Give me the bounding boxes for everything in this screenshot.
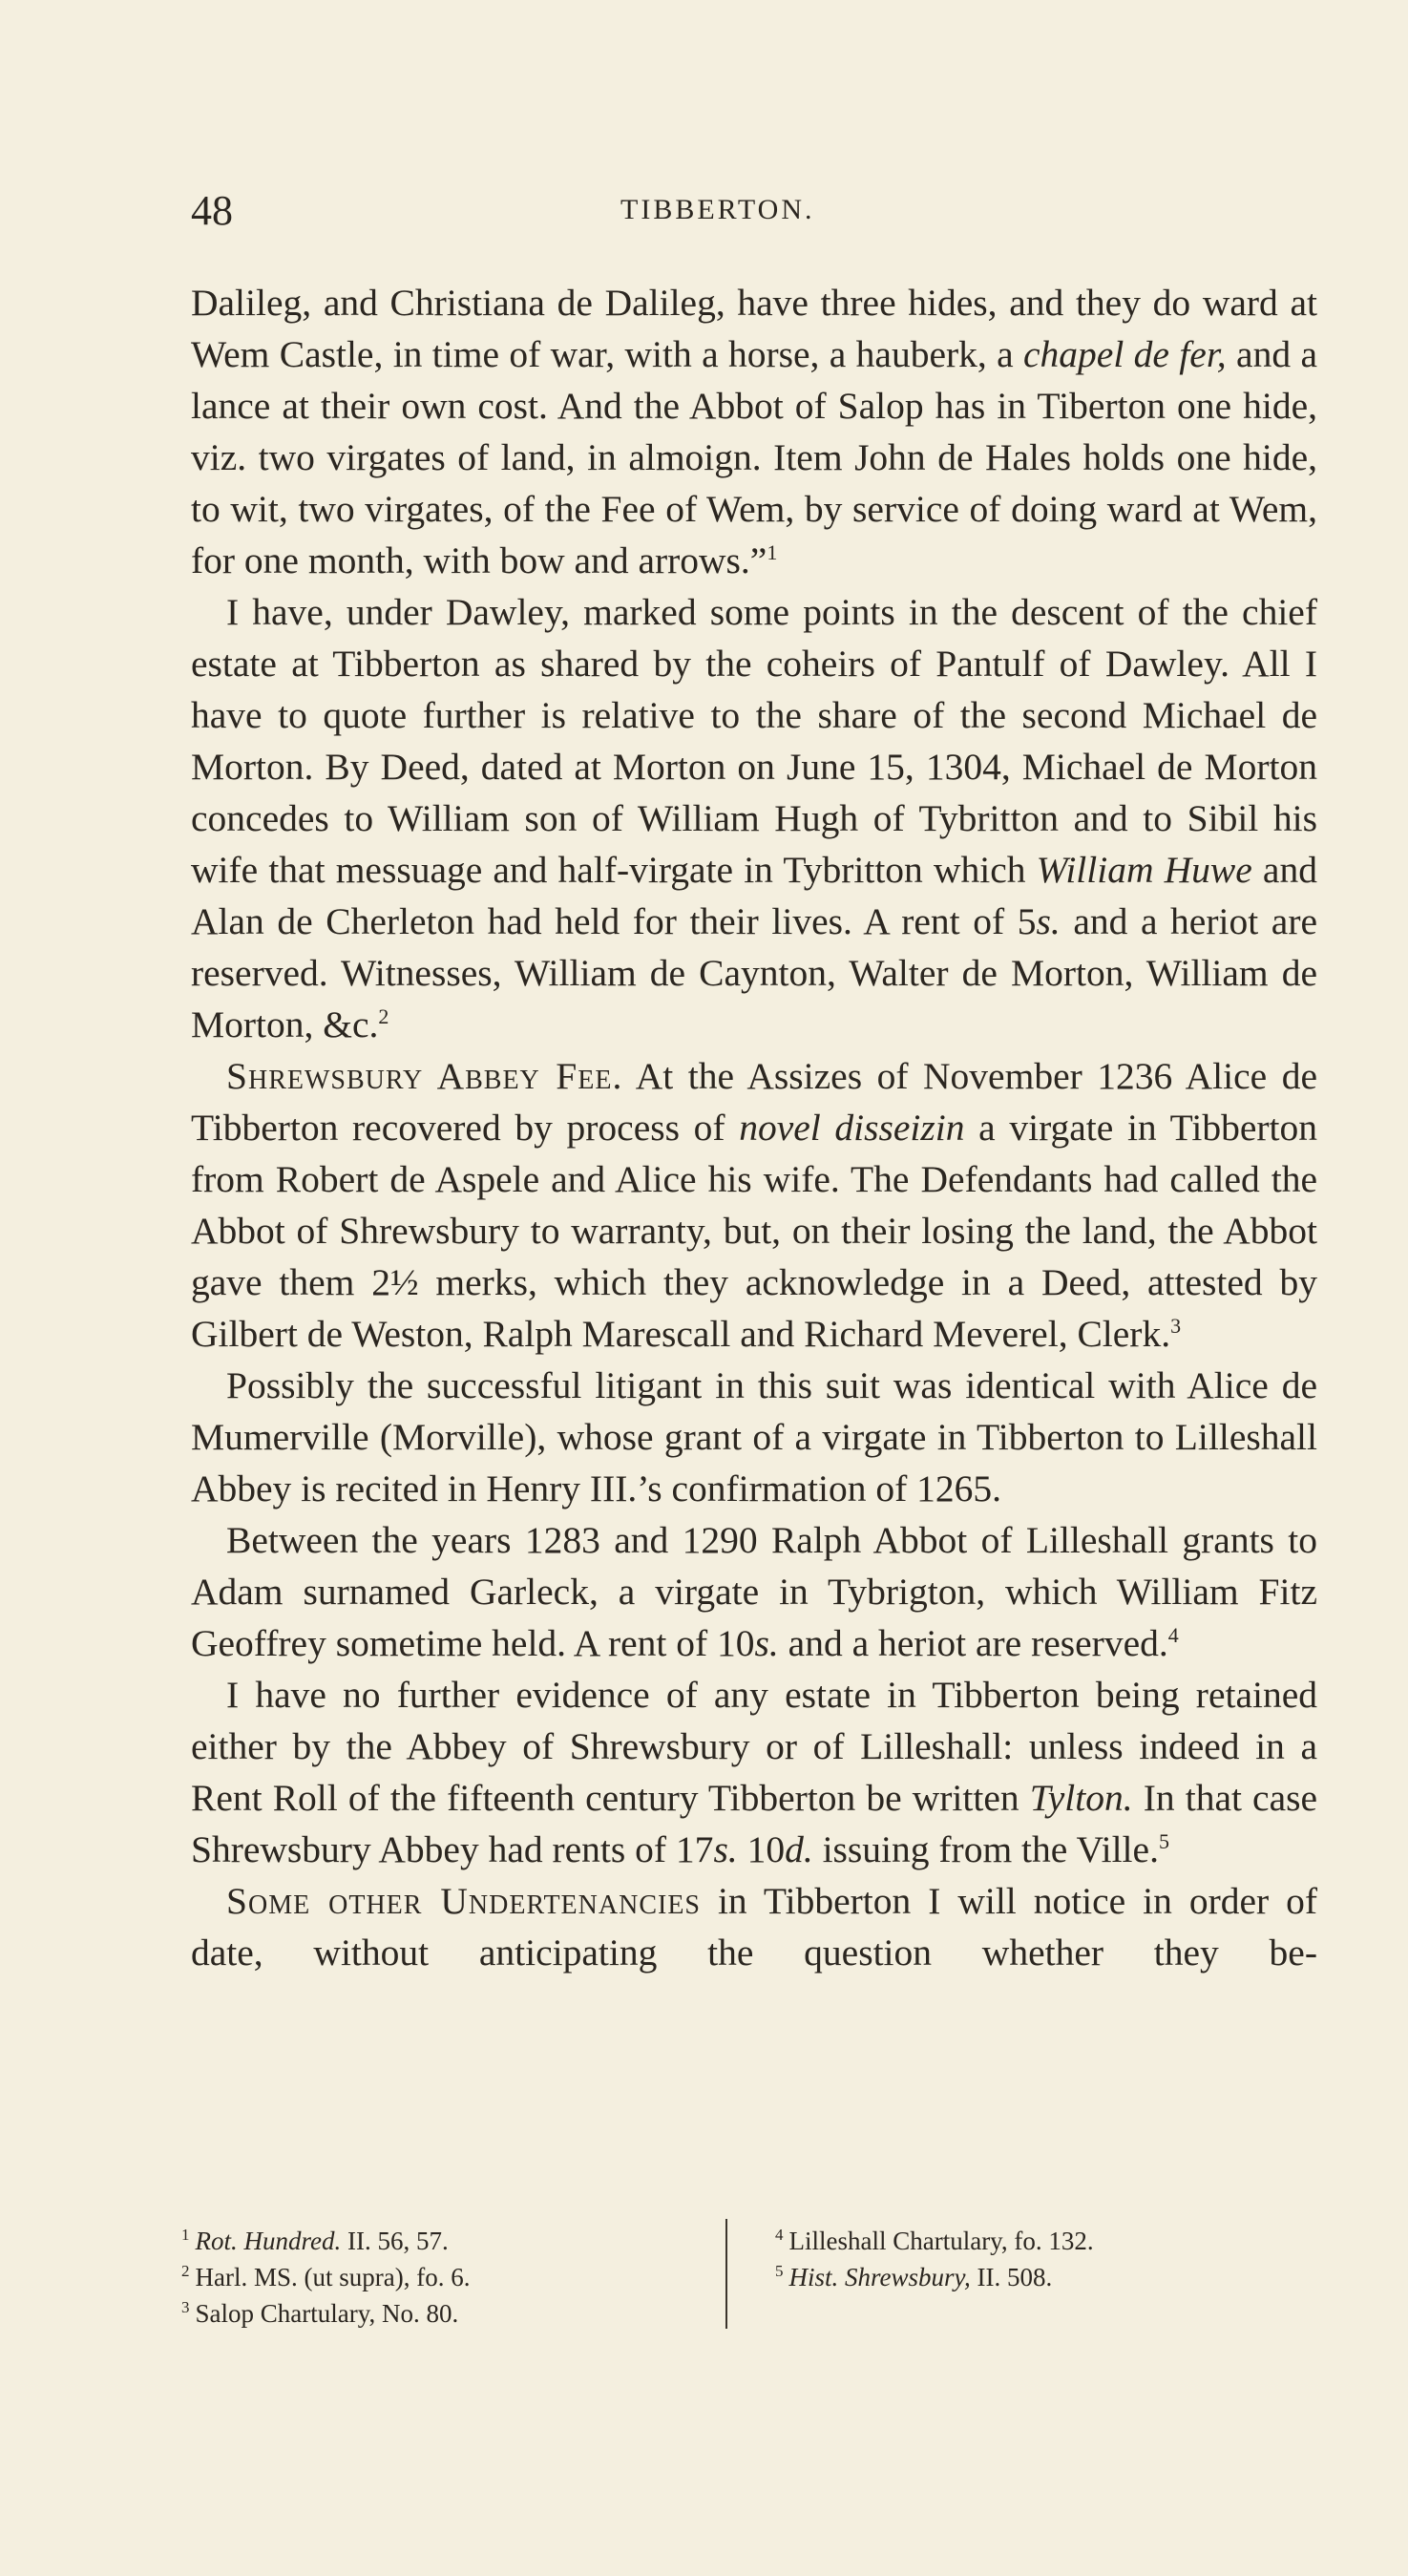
footnote-ref: 1 bbox=[767, 539, 778, 564]
text-run: and Alan de Cherleton had held for their lives. A rent of 5 bbox=[191, 849, 1317, 942]
body-text bbox=[191, 277, 1317, 1978]
footnote-divider bbox=[725, 2219, 727, 2329]
italic-text: Hist. Shrewsbury, bbox=[788, 2263, 971, 2291]
text-run: In that case Shrewsbury Abbey had rents of 17 bbox=[191, 1777, 1318, 1870]
paragraph bbox=[191, 586, 1317, 1050]
text-run: II. 56, 57. bbox=[341, 2227, 449, 2255]
paragraph bbox=[191, 1050, 1317, 1360]
paragraph bbox=[191, 277, 1317, 586]
small-caps-heading: Some other Undertenancies bbox=[226, 1880, 702, 1922]
footnote-ref: 4 bbox=[1167, 1622, 1179, 1647]
footnote-ref: 5 bbox=[1158, 1828, 1169, 1853]
text-run: I have, under Dawley, marked some points in the descent of the chief estate at Tibberton as shared by the coheirs of Pantulf of Dawley. All I have to quote further is relative to the share of the second Michael de Morton. By Deed, dated at Morton on June 15, 1304, Michael de Morton concedes to William son of William Hugh of Tybritton and to Sibil his wife that messuage and half-virgate in Tybritton which bbox=[191, 591, 1317, 891]
italic-text: chapel de fer, bbox=[1023, 333, 1227, 375]
text-run: 10 bbox=[737, 1828, 786, 1870]
footnote bbox=[181, 2223, 716, 2259]
text-run: and a heriot are reserved. bbox=[778, 1622, 1168, 1664]
text-run: Possibly the successful litigant in this suit was identical with Alice de Mumerville (Morville), whose grant of a virgate in Tibberton to Lilleshall Abbey is recited in Henry III.’s confirmation of 1265. bbox=[191, 1364, 1317, 1510]
footnote-number: 5 bbox=[775, 2262, 784, 2280]
paragraph bbox=[191, 1875, 1317, 1978]
text-run: and a heriot are reserved. Witnesses, William de Caynton, Walter de Morton, William de Morton, &c. bbox=[191, 900, 1318, 1045]
italic-text: s. bbox=[1036, 900, 1061, 942]
text-run: II. 508. bbox=[970, 2263, 1053, 2291]
footnote bbox=[181, 2295, 716, 2332]
text-run: in Tibberton I will notice in order of date, without anticipating the question whether they be- bbox=[191, 1880, 1318, 1974]
italic-text: d. bbox=[785, 1828, 813, 1870]
text-run: I have no further evidence of any estate in Tibberton being retained either by the Abbey of Shrewsbury or of Lilleshall: unless indeed in a Rent Roll of the fifteenth century Tibberton be written bbox=[191, 1674, 1317, 1819]
footnote-number: 3 bbox=[181, 2298, 190, 2316]
small-caps-heading: Shrewsbury Abbey Fee. bbox=[226, 1055, 623, 1097]
text-run: Harl. MS. (ut supra), fo. 6. bbox=[195, 2263, 471, 2291]
footnotes-left-column bbox=[181, 2223, 716, 2332]
italic-text: Rot. Hundred. bbox=[195, 2227, 342, 2255]
paragraph bbox=[191, 1514, 1317, 1669]
text-run: At the Assizes of November 1236 Alice de Tibberton recovered by process of bbox=[191, 1055, 1318, 1149]
text-run: and a lance at their own cost. And the Abbot of Salop has in Tiberton one hide, viz. two virgates of land, in almoign. Item John de Hales holds one hide, to wit, two virgates, of the Fee of Wem, by service of doing ward at Wem, for one month, with bow and arrows.” bbox=[191, 333, 1317, 581]
text-run: a virgate in Tibberton from Robert de Aspele and Alice his wife. The Defendants had called the Abbot of Shrewsbury to warranty, but, on their losing the land, the Abbot gave them 2½ merks, which they acknowledge in a Deed, attested by Gilbert de Weston, Ralph Marescall and Richard Meverel, Clerk. bbox=[191, 1107, 1318, 1355]
footnote-number: 4 bbox=[775, 2226, 784, 2244]
text-run: Between the years 1283 and 1290 Ralph Abbot of Lilleshall grants to Adam surnamed Garleck, a virgate in Tybrigton, which William Fitz Geoffrey sometime held. A rent of 10 bbox=[191, 1519, 1317, 1664]
footnote-number: 2 bbox=[181, 2262, 190, 2280]
italic-text: s. bbox=[754, 1622, 779, 1664]
page-number: 48 bbox=[191, 187, 233, 234]
italic-text: Tylton. bbox=[1029, 1777, 1133, 1819]
page-header bbox=[191, 186, 1317, 243]
text-run: Dalileg, and Christiana de Dalileg, have three hides, and they do ward at Wem Castle, in time of war, with a horse, a hauberk, a bbox=[191, 282, 1317, 375]
footnote bbox=[775, 2223, 1252, 2259]
italic-text: William Huwe bbox=[1036, 849, 1252, 891]
text-run: issuing from the Ville. bbox=[812, 1828, 1159, 1870]
footnote bbox=[775, 2259, 1252, 2295]
footnotes-right-column bbox=[775, 2223, 1252, 2295]
footnote-ref: 2 bbox=[378, 1003, 389, 1028]
footnote bbox=[181, 2259, 716, 2295]
text-run: Lilleshall Chartulary, fo. 132. bbox=[788, 2227, 1094, 2255]
paragraph bbox=[191, 1669, 1317, 1875]
text-run: Salop Chartulary, No. 80. bbox=[195, 2299, 459, 2328]
running-head: TIBBERTON. bbox=[620, 194, 815, 225]
italic-text: s. bbox=[713, 1828, 738, 1870]
italic-text: novel disseizin bbox=[739, 1107, 965, 1149]
paragraph bbox=[191, 1360, 1317, 1514]
footnote-number: 1 bbox=[181, 2226, 190, 2244]
footnote-ref: 3 bbox=[1170, 1313, 1182, 1338]
